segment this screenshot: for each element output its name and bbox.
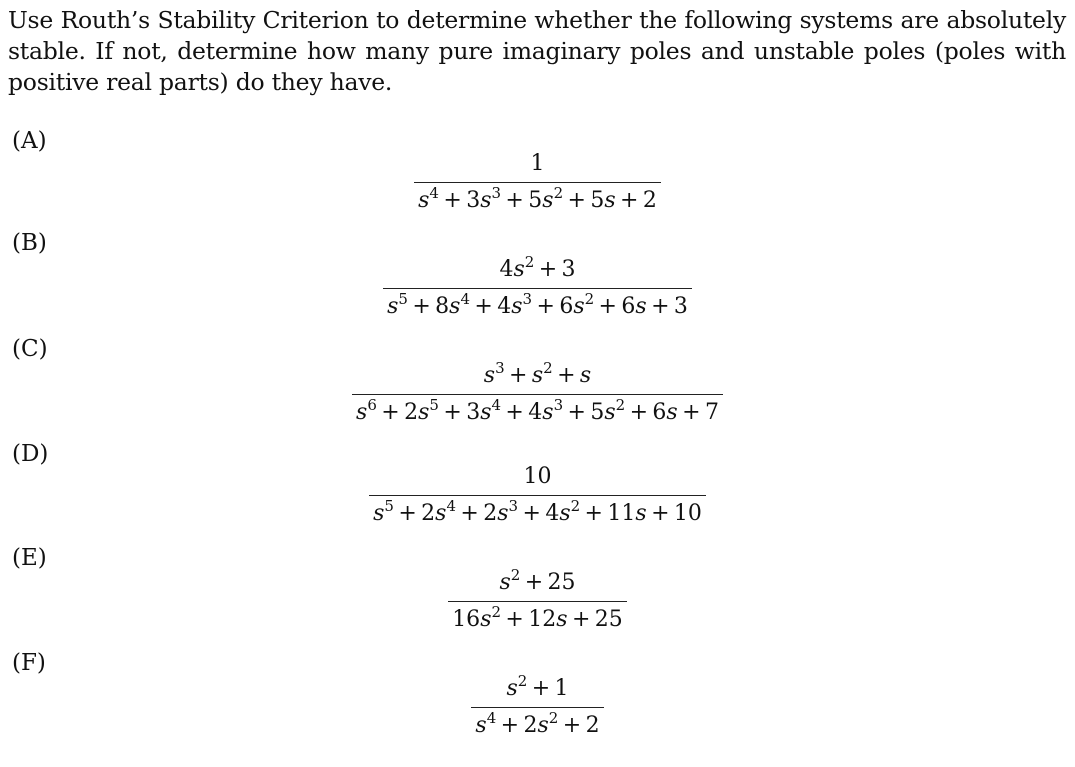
transfer-function-a <box>0 151 1075 214</box>
transfer-function-c <box>0 358 1075 426</box>
problem-label-d: (D) <box>12 441 49 467</box>
denominator-f: $s^4 + 2s^2 + 2$ <box>475 708 600 738</box>
denominator-c: $s^6 + 2s^5 + 3s^4 + 4s^3 + 5s^2 + 6s + 7$ <box>356 395 719 425</box>
intro-line-1: Use Routh’s Stability Criterion to determine whether the following systems are absolutely <box>8 6 1066 34</box>
denominator-b: $s^5 + 8s^4 + 4s^3 + 6s^2 + 6s + 3$ <box>387 289 688 319</box>
transfer-function-f <box>0 671 1075 739</box>
problem-label-f: (F) <box>12 650 46 676</box>
numerator-b: $4s^2 + 3$ <box>499 252 576 282</box>
problem-statement <box>8 5 1066 98</box>
numerator-a: 1 <box>530 151 545 176</box>
transfer-function-e <box>0 565 1075 633</box>
problem-label-b: (B) <box>12 230 47 256</box>
denominator-e: $16s^2 + 12s + 25$ <box>452 602 623 632</box>
denominator-a: $s^4 + 3s^3 + 5s^2 + 5s + 2$ <box>418 183 657 213</box>
transfer-function-d <box>0 464 1075 527</box>
problem-label-e: (E) <box>12 545 47 571</box>
numerator-f: $s^2 + 1$ <box>506 671 569 701</box>
numerator-e: $s^2 + 25$ <box>499 565 576 595</box>
intro-line-3: positive real parts) do they have. <box>8 68 393 96</box>
numerator-d: 10 <box>523 464 552 489</box>
numerator-c: $s^3 + s^2 + s$ <box>483 358 592 388</box>
denominator-d: $s^5 + 2s^4 + 2s^3 + 4s^2 + 11s + 10$ <box>373 496 702 526</box>
intro-line-2: stable. If not, determine how many pure imaginary poles and unstable poles (poles with <box>8 37 1066 65</box>
transfer-function-b <box>0 252 1075 320</box>
problem-label-a: (A) <box>12 128 47 154</box>
problem-label-c: (C) <box>12 336 48 362</box>
